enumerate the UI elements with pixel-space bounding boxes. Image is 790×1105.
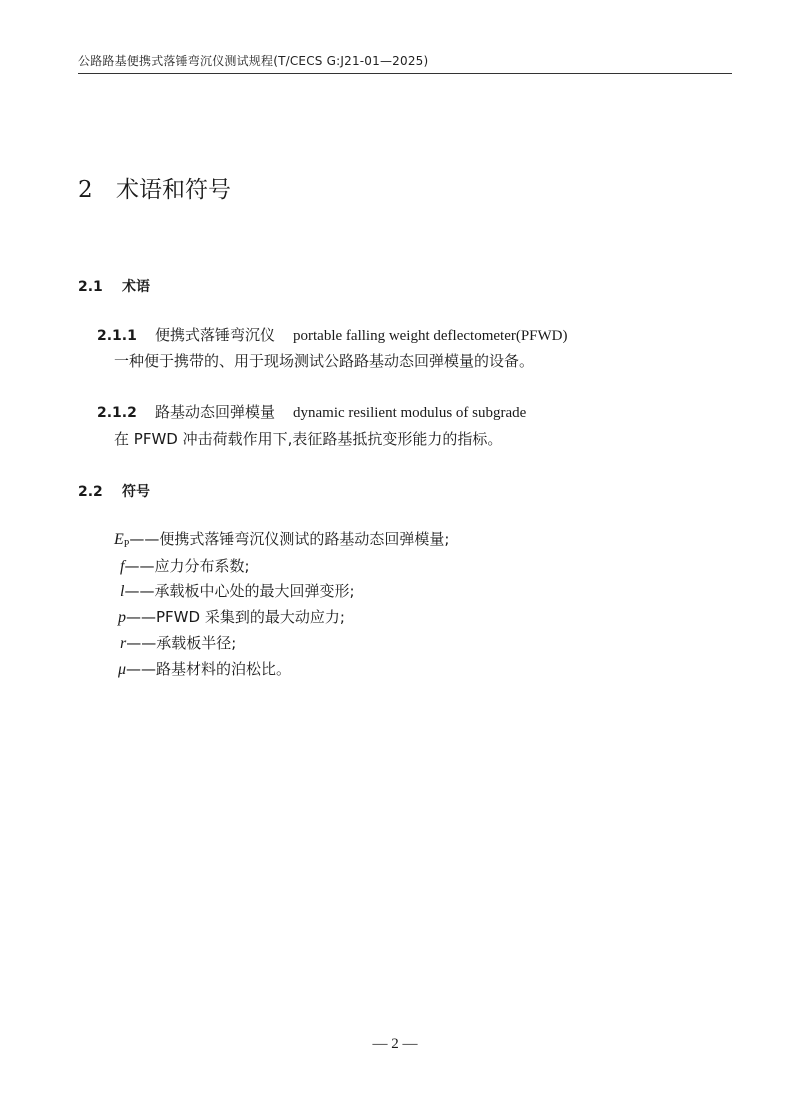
symbol: E: [114, 531, 124, 548]
symbol-description: ——便携式落锤弯沉仪测试的路基动态回弹模量;: [129, 530, 450, 548]
symbol-entry: [120, 555, 250, 576]
symbol-entry: [118, 658, 291, 679]
symbol-subscript: P: [123, 539, 130, 550]
symbol-description: ——PFWD 采集到的最大动应力;: [126, 608, 345, 626]
symbol: f: [120, 558, 125, 575]
chapter-heading: [78, 171, 231, 204]
symbol-entry: [120, 580, 355, 601]
term-number: 2.1.2: [97, 405, 137, 421]
term-entry: [97, 401, 526, 422]
symbol: l: [120, 583, 125, 600]
symbol-description: ——路基材料的泊松比。: [126, 660, 292, 678]
term-english: dynamic resilient modulus of subgrade: [293, 405, 527, 421]
chapter-number: 2: [78, 177, 93, 203]
section-number: 2.2: [78, 484, 103, 500]
header-rule: [78, 73, 732, 74]
term-chinese: 便携式落锤弯沉仪: [155, 326, 276, 344]
term-number: 2.1.1: [97, 328, 137, 344]
term-chinese: 路基动态回弹模量: [155, 403, 276, 421]
term-definition: 在 PFWD 冲击荷载作用下,表征路基抵抗变形能力的指标。: [114, 430, 503, 448]
running-header: 公路路基便携式落锤弯沉仪测试规程(T/CECS G:J21-01—2025): [78, 54, 429, 68]
symbol-description: ——承载板中心处的最大回弹变形;: [124, 582, 355, 600]
chapter-title: 术语和符号: [116, 177, 231, 203]
section-heading-symbols: [78, 481, 150, 501]
section-number: 2.1: [78, 279, 103, 295]
term-definition: 一种便于携带的、用于现场测试公路路基动态回弹模量的设备。: [114, 352, 535, 370]
symbol: μ: [118, 661, 127, 678]
symbol-entry: [114, 528, 449, 549]
term-entry: [97, 324, 568, 345]
symbol-description: ——承载板半径;: [126, 634, 237, 652]
symbol-description: ——应力分布系数;: [124, 557, 250, 575]
symbol: r: [120, 635, 127, 652]
symbol-entry: [118, 606, 345, 627]
page-number: — 2 —: [372, 1036, 418, 1052]
symbol-entry: [120, 632, 236, 653]
section-title: 术语: [122, 279, 150, 295]
term-english: portable falling weight deflectometer(PFWD): [293, 328, 568, 344]
symbol: p: [118, 609, 126, 626]
section-title: 符号: [122, 484, 150, 500]
section-heading-terms: [78, 276, 150, 296]
